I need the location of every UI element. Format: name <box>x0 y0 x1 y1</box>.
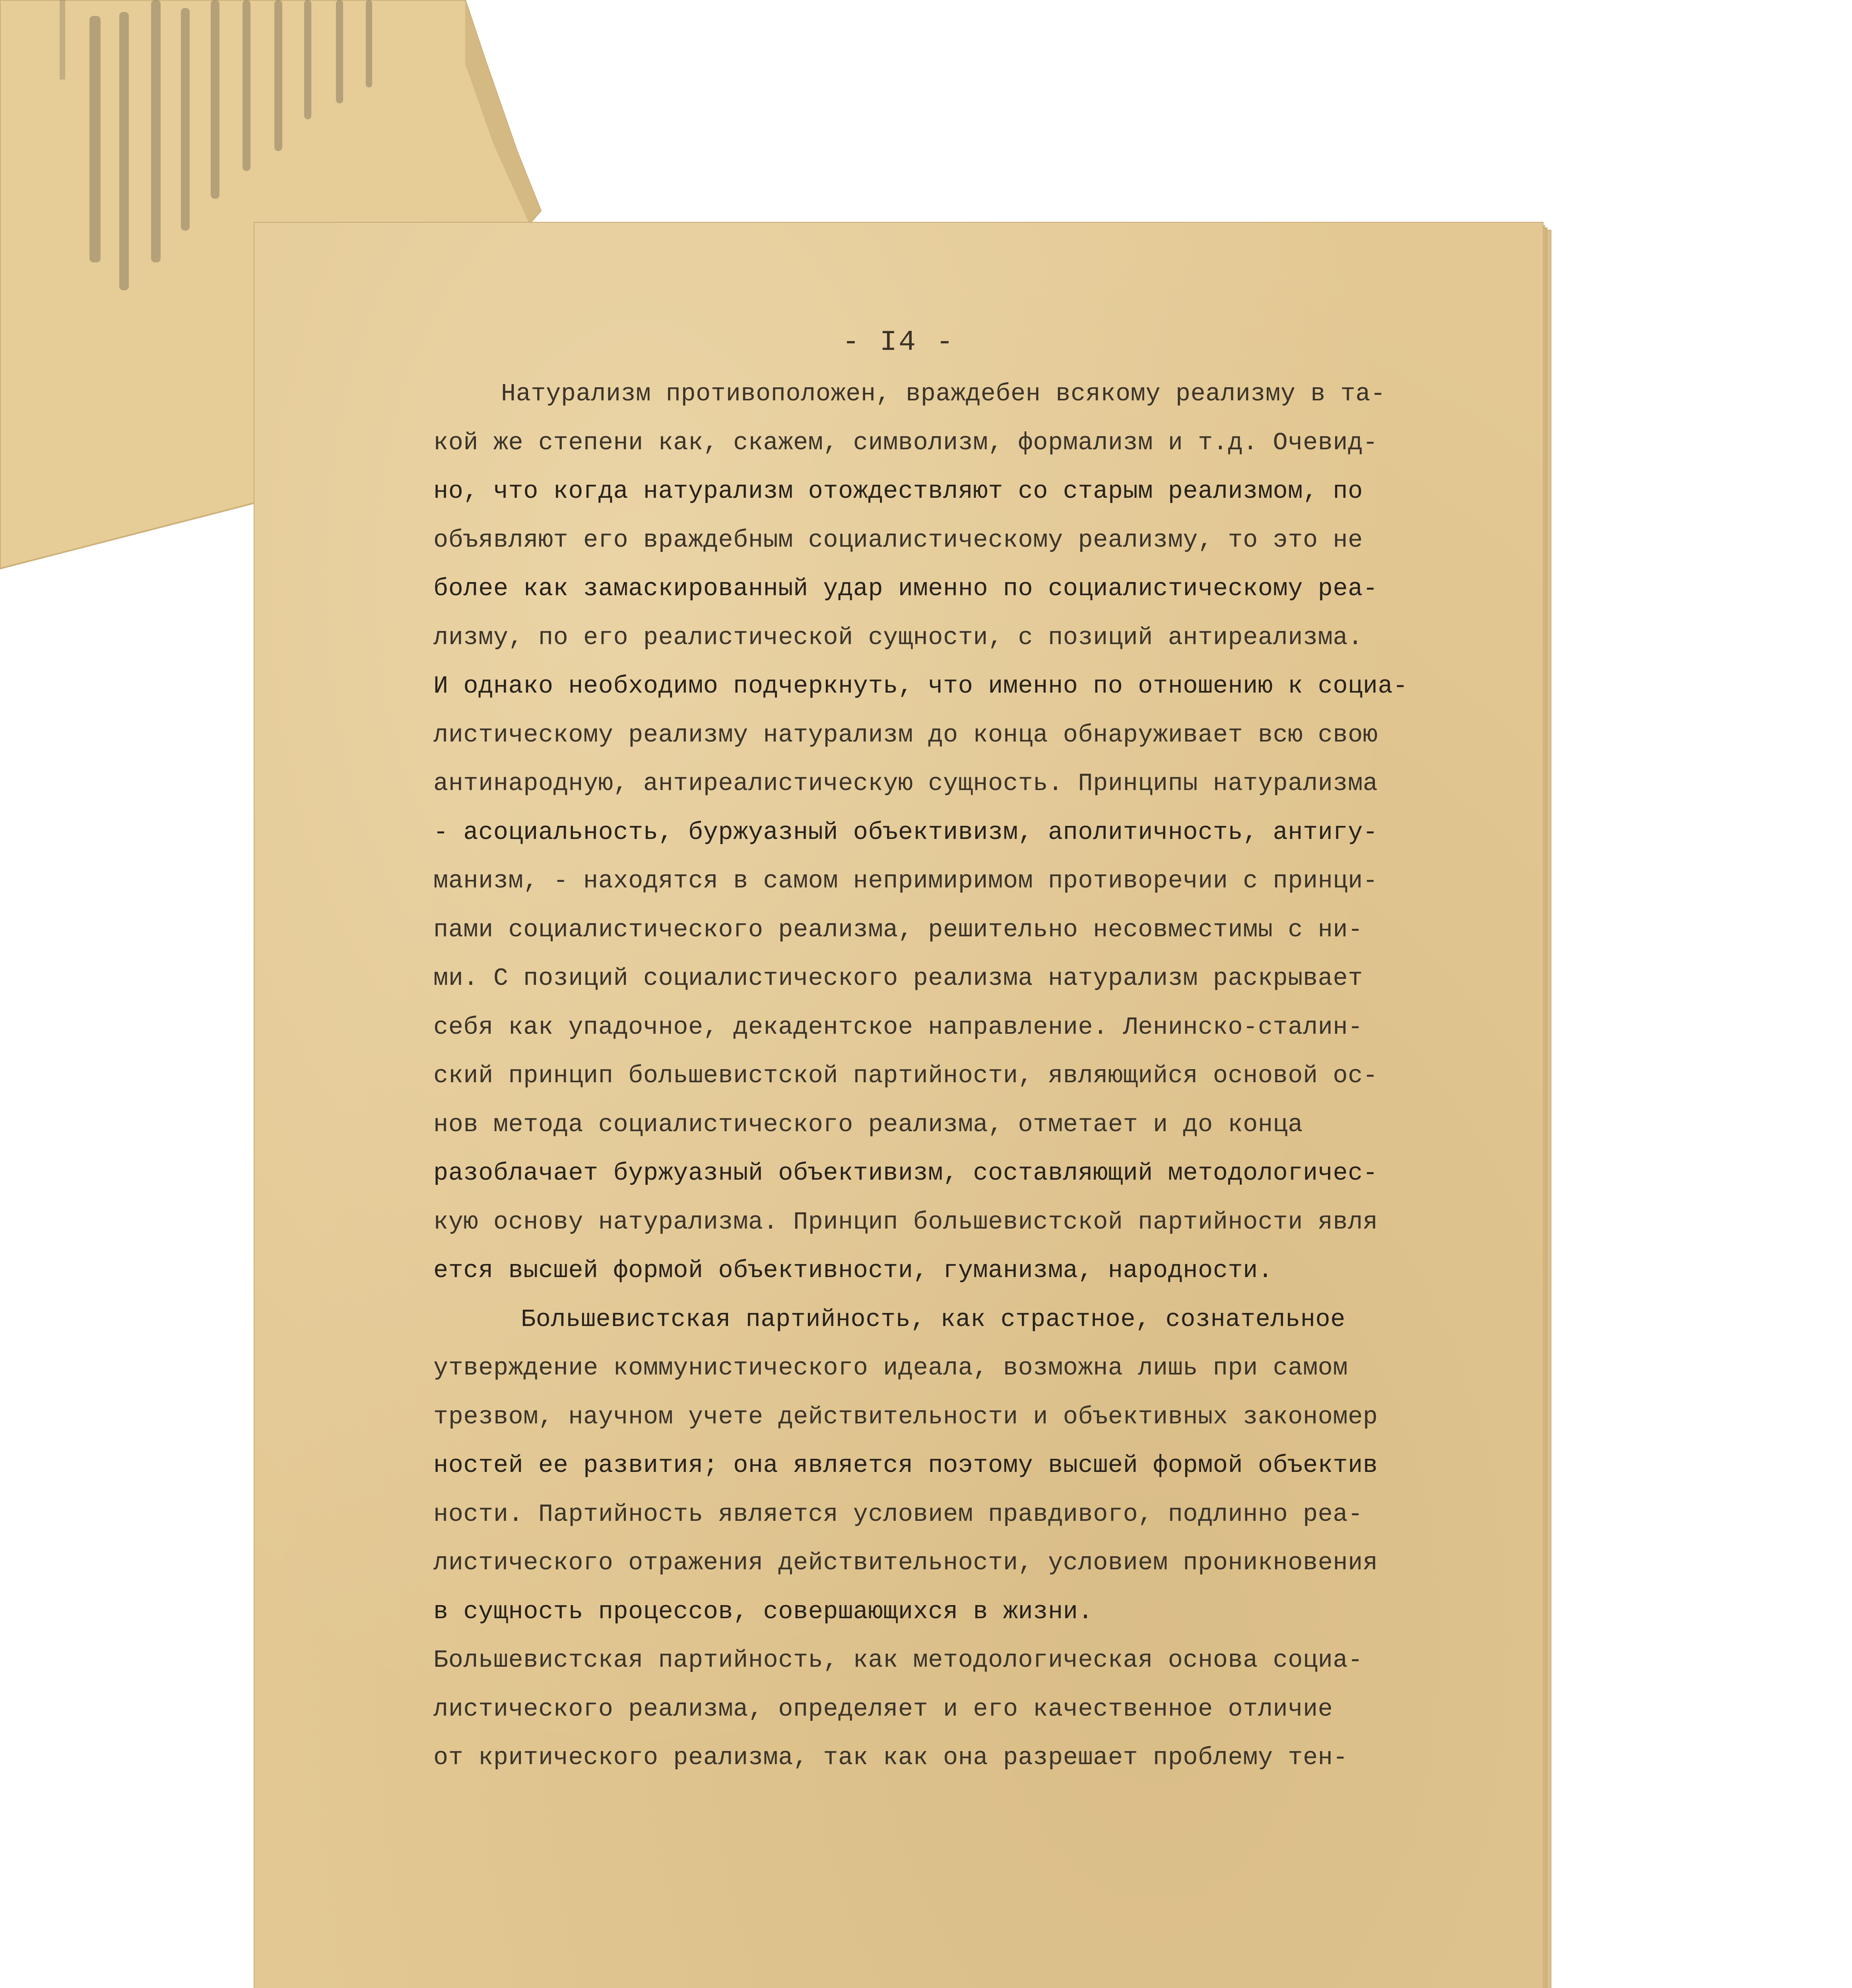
text-line: утверждение коммунистического идеала, возможна лишь при самом <box>433 1354 1348 1382</box>
text-line: кой же степени как, скажем, символизм, формализм и т.д. Очевид- <box>433 428 1378 457</box>
text-line: объявляют его враждебным социалистическому реализму, то это не <box>433 526 1363 554</box>
text-line: нов метода социалистического реализма, отметает и до конца <box>433 1110 1303 1139</box>
text-line: ности. Партийность является условием правдивого, подлинно реа- <box>433 1500 1363 1528</box>
text-line: - асоциальность, буржуазный объективизм, аполитичность, антигу- <box>433 818 1378 846</box>
text-line: ется высшей формой объективности, гуманизма, народности. <box>433 1256 1273 1285</box>
text-line: кую основу натурализма. Принцип большевистской партийности явля <box>433 1208 1378 1236</box>
text-line: лизму, по его реалистической сущности, с позиций антиреализма. <box>433 623 1363 652</box>
text-line: Большевистская партийность, как страстное, сознательное <box>521 1305 1345 1334</box>
text-line: ностей ее развития; она является поэтому высшей формой объектив <box>433 1451 1378 1479</box>
page-number: - I4 - <box>842 326 955 359</box>
text-line: трезвом, научном учете действительности и объективных закономер <box>433 1402 1378 1431</box>
text-line: в сущность процессов, совершающихся в жизни. <box>433 1597 1093 1626</box>
text-line: но, что когда натурализм отождествляют со старым реализмом, по <box>433 477 1363 505</box>
text-line: ский принцип большевистской партийности, являющийся основой ос- <box>433 1062 1378 1090</box>
text-line: Большевистская партийность, как методологическая основа социа- <box>433 1646 1363 1674</box>
text-line: ми. С позиций социалистического реализма натурализм раскрывает <box>433 964 1363 992</box>
text-line: листического отражения действительности, условием проникновения <box>433 1549 1378 1577</box>
text-line: манизм, - находятся в самом непримиримом противоречии с принци- <box>433 867 1378 895</box>
text-line: себя как упадочное, декадентское направление. Ленинско-сталин- <box>433 1013 1363 1041</box>
typed-text <box>433 370 1507 1782</box>
text-line: И однако необходимо подчеркнуть, что именно по отношению к социа- <box>433 672 1408 700</box>
text-line: от критического реализма, так как она разрешает проблему тен- <box>433 1743 1348 1772</box>
text-line: более как замаскированный удар именно по социалистическому реа- <box>433 575 1378 603</box>
text-line: пами социалистического реализма, решительно несовместимы с ни- <box>433 915 1363 944</box>
text-line: антинародную, антиреалистическую сущность. Принципы натурализма <box>433 769 1378 798</box>
text-line: Натурализм противоположен, враждебен всякому реализму в та- <box>501 380 1386 408</box>
text-line: листическому реализму натурализм до конца обнаруживает всю свою <box>433 720 1378 749</box>
text-line: листического реализма, определяет и его качественное отличие <box>433 1695 1333 1723</box>
text-line: разоблачает буржуазный объективизм, составляющий методологичес- <box>433 1159 1378 1187</box>
